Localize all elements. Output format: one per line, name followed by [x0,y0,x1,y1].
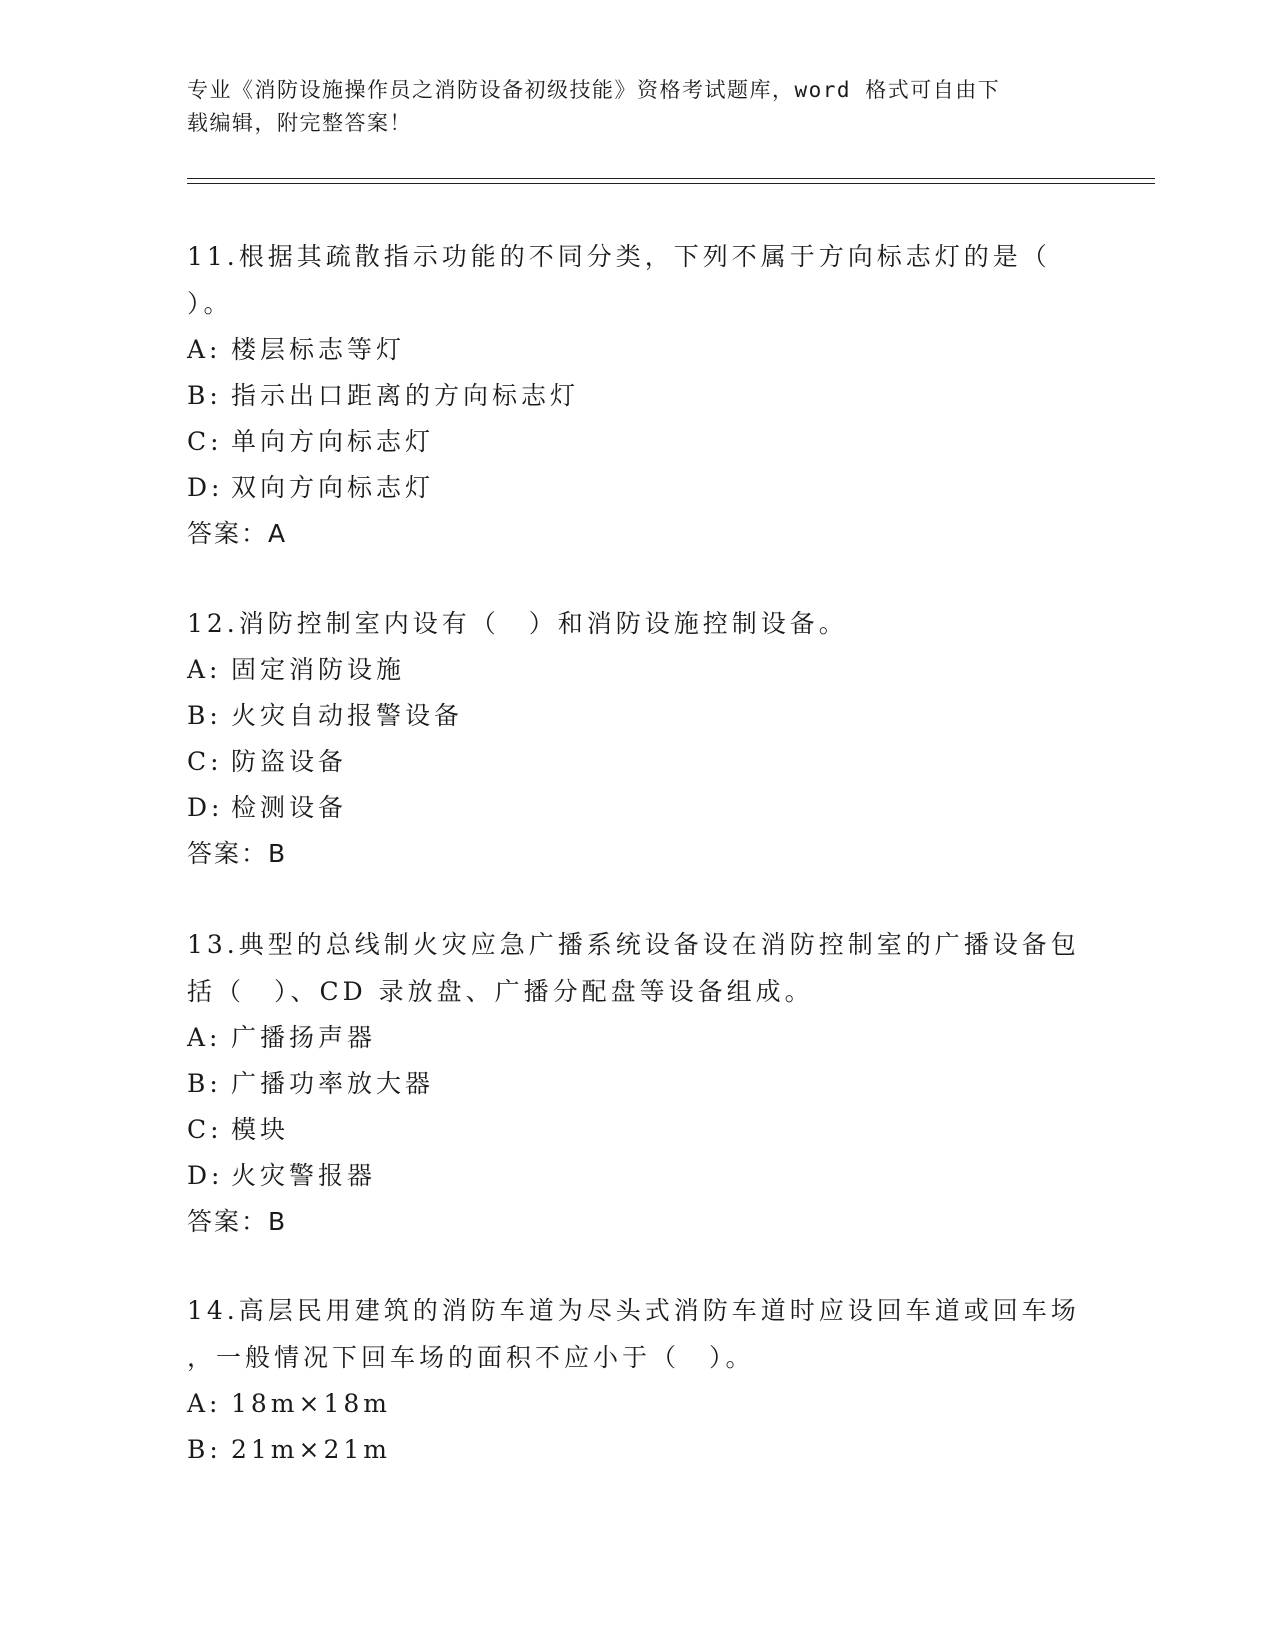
header-line-2: 载编辑，附完整答案！ [187,111,412,135]
option-a [187,1381,1087,1427]
option-key: C: [187,427,223,456]
question-stem-line-2: ）。 [187,289,233,318]
option-text: 楼层标志等灯 [231,335,406,364]
option-d [187,465,1087,511]
option-d [187,1153,1087,1199]
option-b [187,1061,1087,1107]
option-key: A: [187,335,222,364]
option-text: 广播扬声器 [231,1023,377,1052]
option-key: C: [187,1115,223,1144]
option-key: D: [187,1161,224,1190]
question-13 [187,921,1087,1245]
answer: 答案：B [187,1207,288,1236]
answer: 答案：A [187,519,288,548]
answer: 答案：B [187,839,288,868]
option-text: 火灾自动报警设备 [231,701,464,730]
option-key: B: [187,1069,222,1098]
option-text: 广播功率放大器 [231,1069,435,1098]
header-line-1: 专业《消防设施操作员之消防设备初级技能》资格考试题库，word 格式可自由下 [187,78,1001,102]
header-divider-top [187,178,1155,179]
option-text: 检测设备 [231,793,348,822]
option-key: A: [187,1389,222,1418]
question-14 [187,1287,1087,1473]
option-text: 指示出口距离的方向标志灯 [231,381,580,410]
option-text: 固定消防设施 [231,655,406,684]
question-stem [187,600,1087,647]
question-stem-line-1: 11.根据其疏散指示功能的不同分类，下列不属于方向标志灯的是（ [187,242,1051,271]
option-text: 双向方向标志灯 [231,473,435,502]
option-a [187,327,1087,373]
question-stem-line-1: 12.消防控制室内设有（ ）和消防设施控制设备。 [187,609,848,638]
option-text: 模块 [231,1115,290,1144]
option-text: 21m×21m [231,1435,391,1464]
question-stem-line-2: 括（ ）、CD 录放盘、广播分配盘等设备组成。 [187,977,814,1006]
question-stem-line-1: 14.高层民用建筑的消防车道为尽头式消防车道时应设回车道或回车场 [187,1296,1080,1325]
option-text: 火灾警报器 [231,1161,377,1190]
option-a [187,647,1087,693]
option-b [187,373,1087,419]
option-key: B: [187,1435,222,1464]
option-key: B: [187,701,222,730]
option-d [187,785,1087,831]
header-divider-bottom [187,183,1155,184]
option-text: 单向方向标志灯 [231,427,435,456]
option-key: C: [187,747,223,776]
question-stem [187,233,1087,327]
option-key: D: [187,473,224,502]
question-stem-line-1: 13.典型的总线制火灾应急广播系统设备设在消防控制室的广播设备包 [187,930,1080,959]
option-key: D: [187,793,224,822]
option-text: 18m×18m [231,1389,391,1418]
option-c [187,739,1087,785]
document-header [187,74,1067,140]
question-12 [187,600,1087,877]
option-c [187,419,1087,465]
question-11 [187,233,1087,557]
option-key: A: [187,1023,222,1052]
option-b [187,1427,1087,1473]
option-key: B: [187,381,222,410]
option-key: A: [187,655,222,684]
option-c [187,1107,1087,1153]
question-stem [187,1287,1087,1381]
question-stem [187,921,1087,1015]
option-a [187,1015,1087,1061]
option-text: 防盗设备 [231,747,348,776]
question-stem-line-2: ，一般情况下回车场的面积不应小于（ ）。 [187,1343,755,1372]
option-b [187,693,1087,739]
